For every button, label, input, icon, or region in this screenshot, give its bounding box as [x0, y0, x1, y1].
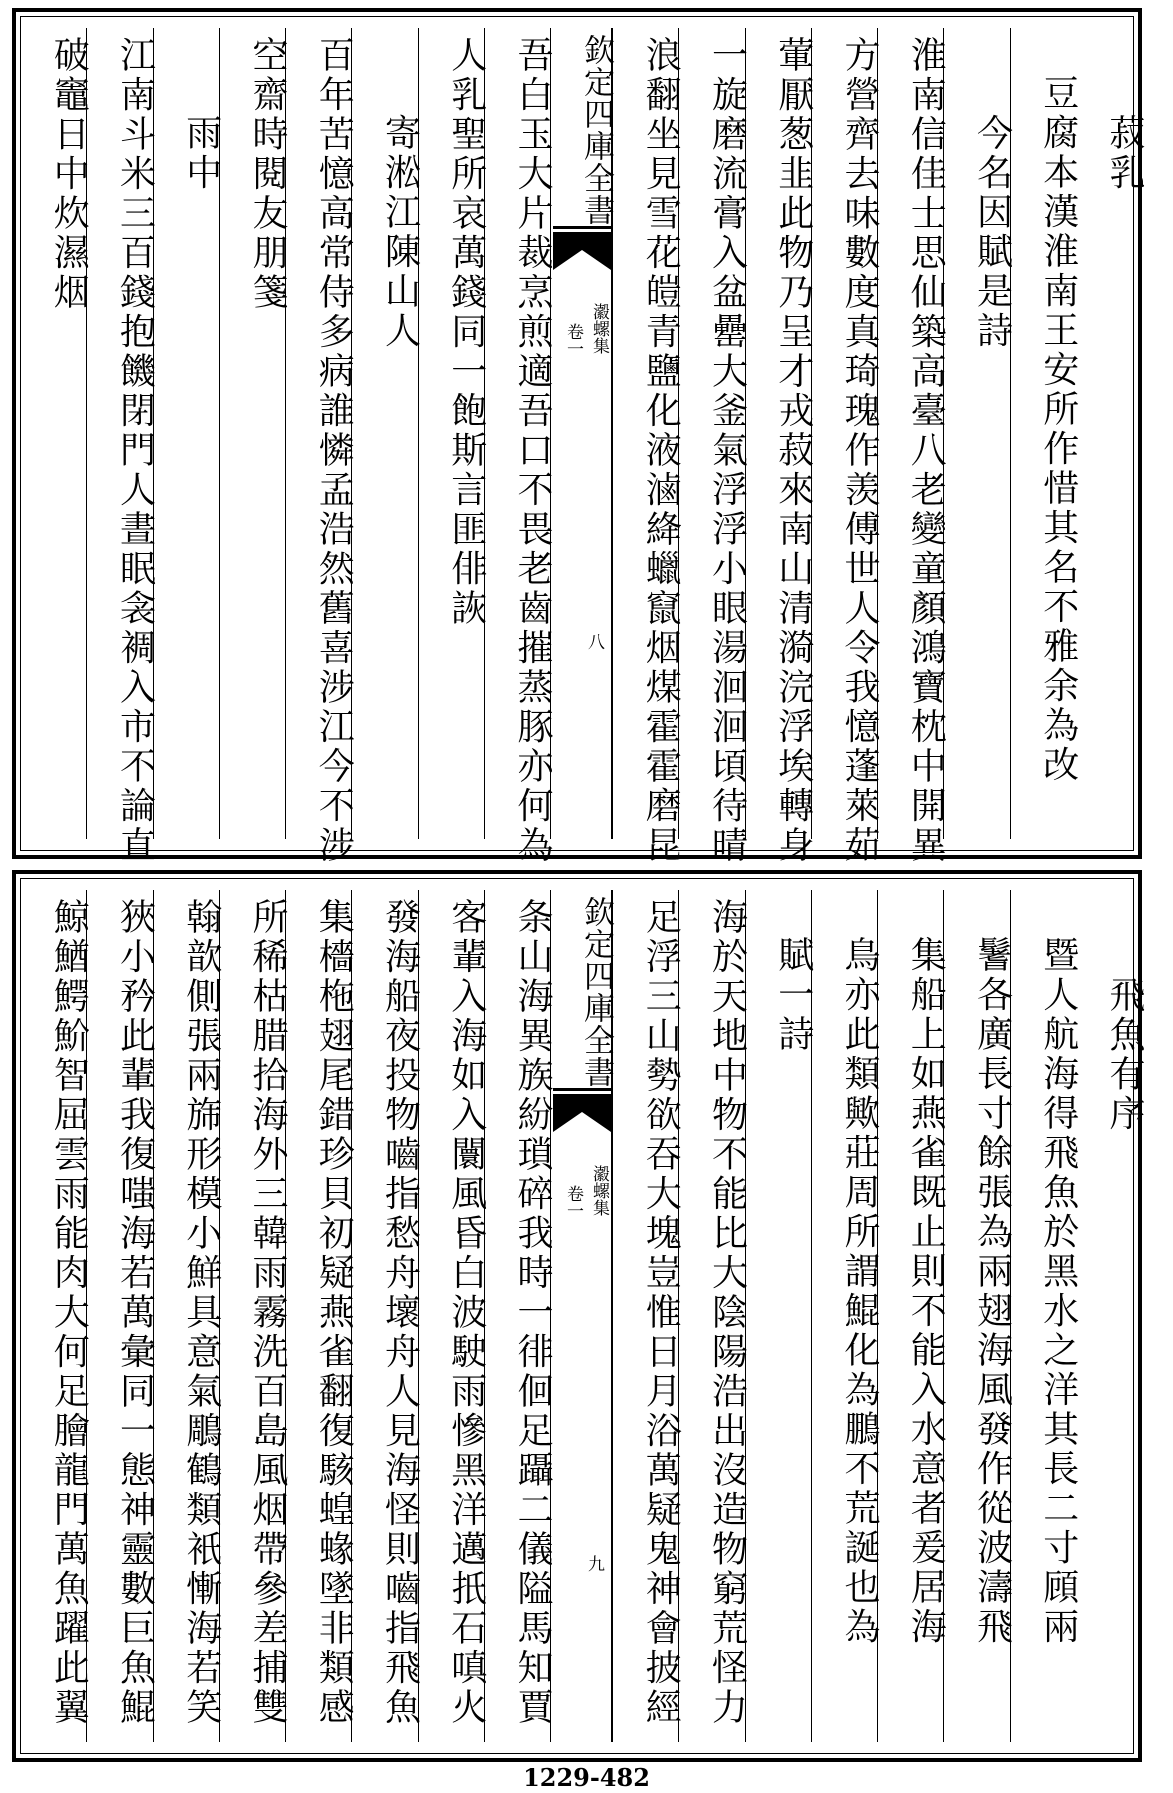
text-column	[678, 890, 748, 1742]
column-text: 發海船夜投物嚙指愁舟壞舟人見海怪則嚙指飛魚	[379, 898, 421, 1728]
text-column	[877, 28, 947, 866]
collection-title: 欽定四庫全書	[578, 896, 614, 1088]
column-text: 破竈日中炊濕烟	[48, 36, 90, 313]
text-column	[153, 890, 222, 1742]
text-column	[612, 890, 682, 1742]
column-text: 江南斗米三百錢抱饑閉門人晝眠衾裯入市不論直	[114, 36, 156, 866]
column-text: 吾白玉大片裁烹煎適吾口不畏老齒摧蒸豚亦何為	[512, 36, 553, 866]
column-text: 足浮三山勢欲吞大塊豈惟日月浴萬疑鬼神會披經	[640, 898, 682, 1728]
column-text: 葷厭葱韭此物乃呈才戎菽來南山清漪浣浮埃轉身	[772, 36, 814, 866]
column-text: 豆腐本漢淮南王安所作惜其名不雅余為改	[1037, 74, 1079, 785]
column-text: 方營齊去味數度真琦瑰作羡傅世人令我憶蓬萊茹	[839, 36, 880, 866]
text-column	[20, 28, 90, 839]
text-column	[285, 890, 355, 1742]
text-column	[1076, 28, 1145, 839]
text-column	[86, 890, 156, 1742]
text-column	[484, 890, 553, 1742]
text-column	[86, 28, 156, 866]
text-column	[219, 890, 288, 1742]
text-column	[418, 28, 487, 839]
text-column	[745, 890, 814, 1742]
column-text: 鳥亦此類歟莊周所謂鯤化為鵬不荒誕也為	[839, 936, 880, 1647]
text-column	[811, 28, 880, 866]
column-text: 菽乳	[1104, 114, 1145, 193]
column-text: 鯨鰌鰐魪智屈雲雨能肉大何足膾龍門萬魚躍此翼	[48, 898, 90, 1728]
text-column	[20, 890, 90, 1742]
volume-label: 卷一	[563, 1185, 583, 1219]
text-column	[418, 890, 487, 1742]
page-footer-number: 1229-482	[523, 1763, 650, 1792]
column-text: 百年苦憶高常侍多病誰憐孟浩然舊喜涉江今不涉	[313, 36, 355, 866]
text-column	[1076, 890, 1145, 1742]
column-text: 翰歆側張兩旆形模小鮮具意氣鵰鶴類衹慚海若笑	[180, 898, 222, 1728]
text-column	[877, 890, 947, 1742]
leaf-number: 九	[588, 1555, 605, 1575]
text-column	[811, 890, 880, 1742]
column-text: 所稀枯腊拾海外三韓雨霧洗百島風烟帶參差捕雙	[247, 898, 288, 1728]
column-text: 賦一詩	[772, 936, 814, 1055]
fishtail-ornament	[553, 1088, 611, 1132]
text-column	[943, 28, 1013, 839]
column-text: 客輩入海如入闤風昏白波駛雨慘黑洋邁扺石嗔火	[445, 898, 487, 1728]
book-title: 瀫螺集	[589, 303, 609, 354]
column-text: 寄淞江陳山人	[379, 114, 421, 351]
column-text: 条山海異族紛瑣碎我時一徘佪足躡二儀隘馬知賈	[512, 898, 553, 1728]
bottom-page	[12, 870, 1145, 1762]
top-page	[12, 8, 1145, 866]
text-column	[678, 28, 748, 866]
column-text: 一旋磨流膏入盆罍大釜氣浮浮小眼湯洄洄頃待晴	[706, 36, 748, 866]
text-column	[153, 28, 222, 839]
text-column	[351, 890, 421, 1742]
column-text: 集檣柂翅尾錯珍貝初疑燕雀翻復駭蝗蝝墜非類感	[313, 898, 355, 1728]
text-column	[612, 28, 682, 866]
volume-label: 卷一	[563, 323, 583, 357]
column-text: 集船上如燕雀既止則不能入水意者爰居海	[905, 936, 947, 1647]
text-column	[285, 28, 355, 866]
column-text: 今名因賦是詩	[971, 114, 1013, 351]
column-text: 飛魚有序	[1104, 976, 1145, 1134]
center-fold-column	[550, 28, 612, 839]
text-column	[745, 28, 814, 866]
column-text: 雨中	[180, 114, 222, 193]
column-text: 海於天地中物不能比大陰陽浩出沒造物窮荒怪力	[706, 898, 748, 1728]
text-column	[484, 28, 553, 866]
column-text: 淮南信佳士思仙築高臺八老變童顏鴻寶枕中開異	[905, 36, 947, 866]
column-text: 人乳聖所哀萬錢同一飽斯言匪俳詼	[445, 36, 487, 629]
text-column	[351, 28, 421, 839]
text-column	[219, 28, 288, 839]
column-text: 浪翻坐見雪花皚青鹽化液滷絳蠟竄烟煤霍霍磨昆	[640, 36, 682, 866]
column-text: 狹小矜此輩我復嗤海若萬彙同一態神靈數巨魚鯤	[114, 898, 156, 1728]
text-column	[1010, 890, 1079, 1742]
column-text: 鬐各廣長寸餘張為兩翅海風發作從波濤飛	[971, 936, 1013, 1647]
column-text: 暨人航海得飛魚於黑水之洋其長二寸頋兩	[1037, 936, 1079, 1647]
text-column	[1010, 28, 1079, 839]
text-column	[943, 890, 1013, 1742]
book-title: 瀫螺集	[589, 1165, 609, 1216]
collection-title: 欽定四庫全書	[578, 34, 614, 226]
center-fold-column	[550, 890, 612, 1742]
fishtail-ornament	[553, 226, 611, 270]
leaf-number: 八	[588, 633, 605, 653]
column-text: 空齋時閱友朋箋	[247, 36, 288, 313]
